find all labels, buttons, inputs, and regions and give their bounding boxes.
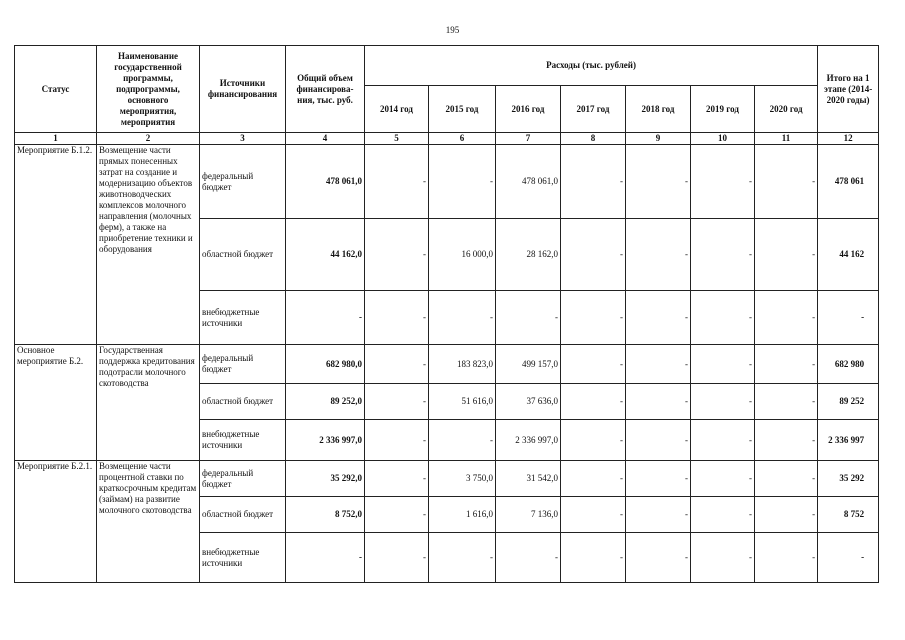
- row-year-value: 183 823,0: [429, 345, 496, 384]
- row-source: федеральный бюджет: [200, 461, 286, 497]
- row-year-value: -: [755, 219, 818, 291]
- header-year: 2018 год: [626, 86, 691, 133]
- row-year-value: 37 636,0: [496, 384, 561, 420]
- row-stage-total: 8 752: [818, 497, 879, 533]
- row-year-value: 499 157,0: [496, 345, 561, 384]
- row-year-value: -: [365, 219, 429, 291]
- column-number: 4: [286, 133, 365, 145]
- row-year-value: 16 000,0: [429, 219, 496, 291]
- budget-table: [14, 45, 879, 583]
- header-status: Статус: [15, 46, 97, 133]
- row-total: -: [286, 533, 365, 583]
- header-sources: Источники финансирования: [200, 46, 286, 133]
- row-year-value: -: [691, 497, 755, 533]
- row-stage-total: 682 980: [818, 345, 879, 384]
- row-stage-total: -: [818, 533, 879, 583]
- row-year-value: -: [429, 291, 496, 345]
- row-year-value: -: [365, 461, 429, 497]
- row-year-value: -: [691, 345, 755, 384]
- row-source: внебюджетные источники: [200, 533, 286, 583]
- row-year-value: -: [429, 145, 496, 219]
- header-name: Наименование государственной программы, подпрограммы, основного мероприятия, мероприятия: [97, 46, 200, 133]
- row-year-value: 28 162,0: [496, 219, 561, 291]
- row-source: внебюджетные источники: [200, 420, 286, 461]
- row-name: Возмещение части процентной ставки по краткосрочным кредитам (займам) на развитие молочного скотоводства: [97, 461, 200, 583]
- row-year-value: -: [365, 384, 429, 420]
- row-year-value: 7 136,0: [496, 497, 561, 533]
- row-year-value: -: [626, 145, 691, 219]
- header-year: 2017 год: [561, 86, 626, 133]
- row-year-value: 3 750,0: [429, 461, 496, 497]
- row-source: федеральный бюджет: [200, 145, 286, 219]
- row-year-value: -: [626, 291, 691, 345]
- row-year-value: -: [691, 145, 755, 219]
- row-source: областной бюджет: [200, 219, 286, 291]
- row-year-value: -: [561, 533, 626, 583]
- row-year-value: -: [755, 533, 818, 583]
- table-row: [15, 461, 879, 497]
- row-year-value: -: [561, 384, 626, 420]
- row-year-value: -: [429, 533, 496, 583]
- row-year-value: -: [561, 345, 626, 384]
- row-source: внебюджетные источники: [200, 291, 286, 345]
- row-year-value: -: [755, 291, 818, 345]
- row-source: областной бюджет: [200, 384, 286, 420]
- row-year-value: -: [755, 461, 818, 497]
- column-number: 2: [97, 133, 200, 145]
- column-number: 11: [755, 133, 818, 145]
- table-row: [15, 145, 879, 219]
- row-total: 35 292,0: [286, 461, 365, 497]
- row-year-value: -: [626, 384, 691, 420]
- row-stage-total: 89 252: [818, 384, 879, 420]
- header-year: 2016 год: [496, 86, 561, 133]
- column-number: 5: [365, 133, 429, 145]
- row-year-value: 31 542,0: [496, 461, 561, 497]
- row-year-value: 51 616,0: [429, 384, 496, 420]
- header-stage-total: Итого на 1 этапе (2014-2020 годы): [818, 46, 879, 133]
- header-expenses: Расходы (тыс. рублей): [365, 46, 818, 86]
- row-year-value: -: [626, 345, 691, 384]
- row-stage-total: 44 162: [818, 219, 879, 291]
- row-source: федеральный бюджет: [200, 345, 286, 384]
- row-total: -: [286, 291, 365, 345]
- row-year-value: -: [365, 345, 429, 384]
- header-year: 2020 год: [755, 86, 818, 133]
- row-year-value: -: [496, 533, 561, 583]
- row-year-value: -: [755, 145, 818, 219]
- row-name: Государственная поддержка кредитования подотрасли молочного скотоводства: [97, 345, 200, 461]
- table-row: [15, 345, 879, 384]
- row-year-value: -: [429, 420, 496, 461]
- column-number: 12: [818, 133, 879, 145]
- column-number: 6: [429, 133, 496, 145]
- row-year-value: -: [365, 291, 429, 345]
- row-year-value: -: [561, 497, 626, 533]
- row-year-value: 478 061,0: [496, 145, 561, 219]
- header-year: 2019 год: [691, 86, 755, 133]
- row-stage-total: 2 336 997: [818, 420, 879, 461]
- row-year-value: -: [626, 461, 691, 497]
- row-stage-total: 35 292: [818, 461, 879, 497]
- row-year-value: -: [365, 145, 429, 219]
- header-total-volume: Общий объем финансирова-ния, тыс. руб.: [286, 46, 365, 133]
- row-total: 682 980,0: [286, 345, 365, 384]
- row-status: Мероприятие Б.1.2.: [15, 145, 97, 345]
- row-year-value: -: [691, 420, 755, 461]
- row-year-value: -: [561, 420, 626, 461]
- column-number: 10: [691, 133, 755, 145]
- row-year-value: 1 616,0: [429, 497, 496, 533]
- column-number: 9: [626, 133, 691, 145]
- row-year-value: -: [365, 420, 429, 461]
- row-year-value: -: [626, 533, 691, 583]
- row-year-value: 2 336 997,0: [496, 420, 561, 461]
- row-status: Основное мероприятие Б.2.: [15, 345, 97, 461]
- row-total: 2 336 997,0: [286, 420, 365, 461]
- row-year-value: -: [561, 461, 626, 497]
- row-stage-total: 478 061: [818, 145, 879, 219]
- column-number: 7: [496, 133, 561, 145]
- row-total: 8 752,0: [286, 497, 365, 533]
- row-year-value: -: [691, 291, 755, 345]
- row-year-value: -: [626, 219, 691, 291]
- row-status: Мероприятие Б.2.1.: [15, 461, 97, 583]
- row-year-value: -: [691, 533, 755, 583]
- header-year: 2014 год: [365, 86, 429, 133]
- column-number: 3: [200, 133, 286, 145]
- row-total: 478 061,0: [286, 145, 365, 219]
- row-year-value: -: [691, 461, 755, 497]
- row-stage-total: -: [818, 291, 879, 345]
- row-year-value: -: [561, 219, 626, 291]
- row-year-value: -: [626, 420, 691, 461]
- row-year-value: -: [365, 497, 429, 533]
- row-source: областной бюджет: [200, 497, 286, 533]
- row-total: 89 252,0: [286, 384, 365, 420]
- row-year-value: -: [561, 291, 626, 345]
- row-year-value: -: [561, 145, 626, 219]
- row-name: Возмещение части прямых понесенных затрат на создание и модернизацию объектов животноводческих комплексов молочного направления (молочных ферм), а также на приобретение техники и оборудования: [97, 145, 200, 345]
- header-year: 2015 год: [429, 86, 496, 133]
- row-year-value: -: [755, 497, 818, 533]
- row-year-value: -: [755, 420, 818, 461]
- column-number: 8: [561, 133, 626, 145]
- row-year-value: -: [365, 533, 429, 583]
- row-year-value: -: [626, 497, 691, 533]
- row-year-value: -: [496, 291, 561, 345]
- row-year-value: -: [755, 345, 818, 384]
- row-year-value: -: [691, 384, 755, 420]
- row-year-value: -: [691, 219, 755, 291]
- page-number: 195: [445, 25, 460, 35]
- row-total: 44 162,0: [286, 219, 365, 291]
- column-number: 1: [15, 133, 97, 145]
- row-year-value: -: [755, 384, 818, 420]
